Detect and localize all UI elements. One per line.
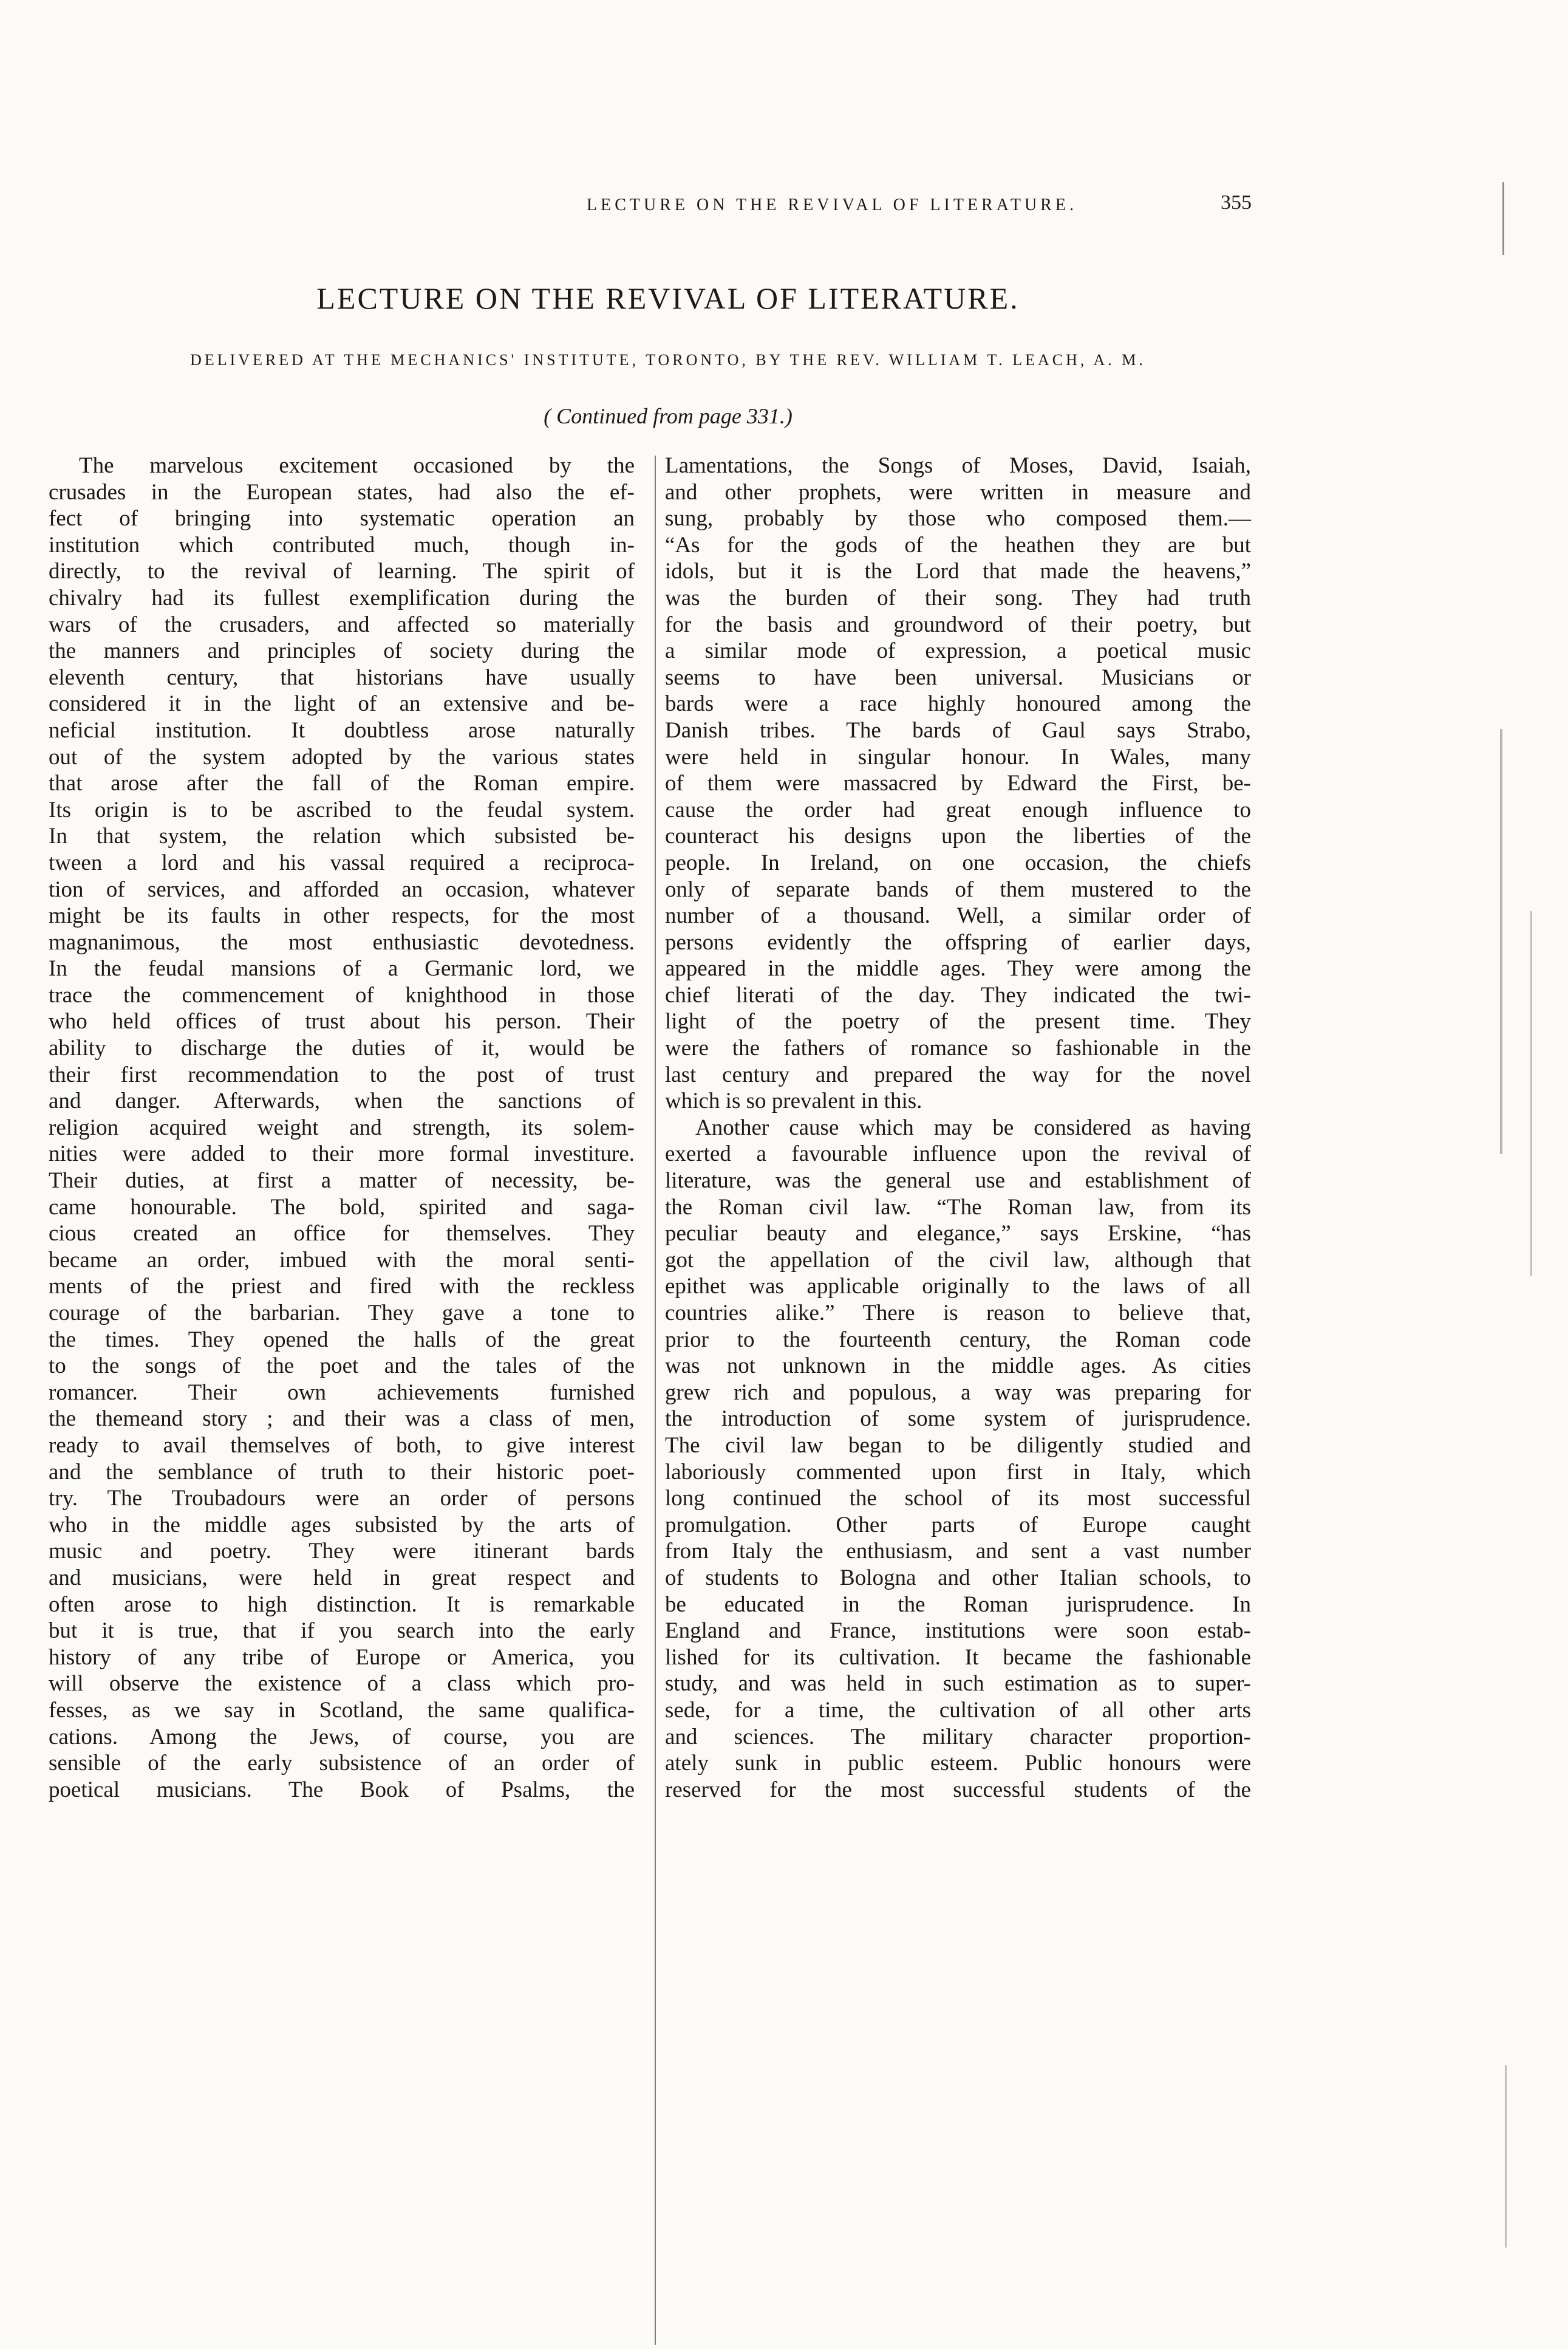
text-line: ately sunk in public esteem. Public honours were bbox=[665, 1751, 1251, 1776]
text-line: In that system, the relation which subsisted be- bbox=[49, 824, 635, 849]
article-byline: DELIVERED AT THE MECHANICS' INSTITUTE, TORONTO, BY THE REV. WILLIAM T. LEACH, A. M. bbox=[190, 351, 1146, 369]
text-line: got the appellation of the civil law, although that bbox=[665, 1247, 1251, 1273]
column-divider bbox=[655, 456, 656, 2345]
text-line: who in the middle ages subsisted by the arts of bbox=[49, 1512, 635, 1537]
text-line: poetical musicians. The Book of Psalms, the bbox=[49, 1777, 635, 1802]
text-line: nities were added to their more formal investiture. bbox=[49, 1141, 635, 1167]
text-line: that arose after the fall of the Roman empire. bbox=[49, 771, 635, 796]
text-line: long continued the school of its most successful bbox=[665, 1486, 1251, 1511]
text-column-right bbox=[665, 453, 1251, 1803]
text-line: romancer. Their own achievements furnished bbox=[49, 1380, 635, 1405]
text-line: the Roman civil law. “The Roman law, from its bbox=[665, 1194, 1251, 1220]
text-line: magnanimous, the most enthusiastic devotedness. bbox=[49, 929, 635, 955]
text-line: peculiar beauty and elegance,” says Erskine, “has bbox=[665, 1221, 1251, 1246]
text-line: of them were massacred by Edward the First, be- bbox=[665, 771, 1251, 796]
text-line: who held offices of trust about his person. Their bbox=[49, 1009, 635, 1034]
text-line: the times. They opened the halls of the great bbox=[49, 1327, 635, 1352]
scan-edge-mark bbox=[1505, 2065, 1507, 2248]
text-line: only of separate bands of them mustered to the bbox=[665, 877, 1251, 902]
text-line: cause the order had great enough influence to bbox=[665, 797, 1251, 822]
text-line: ready to avail themselves of both, to give interest bbox=[49, 1432, 635, 1458]
text-line: appeared in the middle ages. They were among the bbox=[665, 956, 1251, 982]
text-line: idols, but it is the Lord that made the heavens,” bbox=[665, 559, 1251, 584]
text-line: for the basis and groundword of their poetry, but bbox=[665, 612, 1251, 637]
text-line: neficial institution. It doubtless arose naturally bbox=[49, 717, 635, 743]
text-line: to the songs of the poet and the tales of the bbox=[49, 1353, 635, 1379]
text-line: chief literati of the day. They indicated the twi- bbox=[665, 982, 1251, 1008]
text-line: considered it in the light of an extensive and be- bbox=[49, 691, 635, 717]
text-line: last century and prepared the way for the novel bbox=[665, 1062, 1251, 1087]
text-line: and other prophets, were written in measure and bbox=[665, 479, 1251, 505]
text-line: their first recommendation to the post of trust bbox=[49, 1062, 635, 1087]
text-line: The marvelous excitement occasioned by the bbox=[79, 453, 635, 478]
text-line: courage of the barbarian. They gave a tone to bbox=[49, 1301, 635, 1325]
text-line: be educated in the Roman jurisprudence. In bbox=[665, 1592, 1251, 1617]
text-line: lished for its cultivation. It became the fashionable bbox=[665, 1644, 1251, 1670]
text-line: the manners and principles of society during the bbox=[49, 638, 635, 664]
page-number: 355 bbox=[1221, 191, 1252, 214]
text-line: institution which contributed much, though in- bbox=[49, 532, 635, 558]
text-line: which is so prevalent in this. bbox=[665, 1089, 922, 1114]
text-line: were held in singular honour. In Wales, many bbox=[665, 744, 1251, 770]
text-line: from Italy the enthusiasm, and sent a vast number bbox=[665, 1539, 1251, 1564]
text-line: history of any tribe of Europe or America, you bbox=[49, 1644, 635, 1670]
text-line: cations. Among the Jews, of course, you are bbox=[49, 1724, 635, 1749]
text-line: fesses, as we say in Scotland, the same qualifica- bbox=[49, 1697, 635, 1723]
scan-edge-mark bbox=[1500, 729, 1502, 1154]
text-line: sung, probably by those who composed them.— bbox=[665, 506, 1251, 532]
text-line: The civil law began to be diligently studied and bbox=[665, 1432, 1251, 1458]
text-line: light of the poetry of the present time. They bbox=[665, 1009, 1251, 1034]
text-line: number of a thousand. Well, a similar order of bbox=[665, 903, 1251, 929]
text-line: but it is true, that if you search into the early bbox=[49, 1618, 635, 1644]
article-title: LECTURE ON THE REVIVAL OF LITERATURE. bbox=[316, 281, 1020, 315]
text-line: cious created an office for themselves. They bbox=[49, 1221, 635, 1246]
text-line: will observe the existence of a class which pro- bbox=[49, 1671, 635, 1697]
text-line: out of the system adopted by the various states bbox=[49, 744, 635, 770]
text-line: religion acquired weight and strength, its solem- bbox=[49, 1115, 635, 1140]
text-line: a similar mode of expression, a poetical music bbox=[665, 638, 1251, 664]
text-line: the introduction of some system of jurisprudence. bbox=[665, 1406, 1251, 1432]
text-line: epithet was applicable originally to the laws of all bbox=[665, 1274, 1251, 1299]
text-line: Danish tribes. The bards of Gaul says Strabo, bbox=[665, 717, 1251, 743]
text-line: persons evidently the offspring of earlier days, bbox=[665, 929, 1251, 955]
scan-edge-mark bbox=[1530, 911, 1532, 1276]
text-line: came honourable. The bold, spirited and saga- bbox=[49, 1194, 635, 1220]
text-line: became an order, imbued with the moral senti- bbox=[49, 1247, 635, 1273]
text-line: prior to the fourteenth century, the Roman code bbox=[665, 1327, 1251, 1352]
text-line: directly, to the revival of learning. The spirit of bbox=[49, 559, 635, 584]
text-line: wars of the crusaders, and affected so materially bbox=[49, 612, 635, 637]
text-line: fect of bringing into systematic operation an bbox=[49, 506, 635, 532]
text-line: laboriously commented upon first in Italy, which bbox=[665, 1459, 1251, 1485]
text-line: people. In Ireland, on one occasion, the chiefs bbox=[665, 850, 1251, 875]
text-line: “As for the gods of the heathen they are but bbox=[665, 532, 1251, 558]
text-line: and sciences. The military character proportion- bbox=[665, 1724, 1251, 1749]
text-line: and musicians, were held in great respect and bbox=[49, 1565, 635, 1590]
text-line: might be its faults in other respects, for the most bbox=[49, 903, 635, 929]
text-line: reserved for the most successful students of the bbox=[665, 1777, 1251, 1802]
text-line: Lamentations, the Songs of Moses, David, Isaiah, bbox=[665, 453, 1251, 478]
text-line: trace the commencement of knighthood in those bbox=[49, 982, 635, 1008]
text-line: ments of the priest and fired with the reckless bbox=[49, 1274, 635, 1299]
continued-note: ( Continued from page 331.) bbox=[544, 404, 793, 428]
text-line: chivalry had its fullest exemplification during the bbox=[49, 585, 635, 610]
text-line: crusades in the European states, had also the ef- bbox=[49, 479, 635, 505]
scan-edge-mark bbox=[1502, 182, 1504, 255]
text-line: bards were a race highly honoured among the bbox=[665, 691, 1251, 717]
text-line: tween a lord and his vassal required a reciproca- bbox=[49, 850, 635, 875]
text-column-left bbox=[49, 453, 635, 1803]
text-line: the themeand story ; and their was a class of men, bbox=[49, 1406, 635, 1432]
text-line: In the feudal mansions of a Germanic lord, we bbox=[49, 956, 635, 982]
text-line: were the fathers of romance so fashionable in the bbox=[665, 1036, 1251, 1061]
text-line: often arose to high distinction. It is remarkable bbox=[49, 1592, 635, 1617]
text-line: literature, was the general use and establishment of bbox=[665, 1168, 1251, 1194]
text-line: promulgation. Other parts of Europe caught bbox=[665, 1512, 1251, 1537]
text-line: exerted a favourable influence upon the revival of bbox=[665, 1141, 1251, 1167]
text-line: grew rich and populous, a way was preparing for bbox=[665, 1380, 1251, 1405]
text-line: counteract his designs upon the liberties of the bbox=[665, 824, 1251, 849]
text-line: seems to have been universal. Musicians or bbox=[665, 665, 1251, 690]
text-line: was not unknown in the middle ages. As cities bbox=[665, 1353, 1251, 1379]
text-line: eleventh century, that historians have usually bbox=[49, 665, 635, 690]
text-line: Their duties, at first a matter of necessity, be- bbox=[49, 1168, 635, 1194]
text-line: try. The Troubadours were an order of persons bbox=[49, 1486, 635, 1511]
text-line: tion of services, and afforded an occasion, whatever bbox=[49, 877, 635, 902]
text-line: of students to Bologna and other Italian schools, to bbox=[665, 1565, 1251, 1590]
text-line: countries alike.” There is reason to believe that, bbox=[665, 1301, 1251, 1325]
text-line: England and France, institutions were soon estab- bbox=[665, 1618, 1251, 1644]
text-line: ability to discharge the duties of it, would be bbox=[49, 1036, 635, 1061]
text-line: Another cause which may be considered as having bbox=[695, 1115, 1251, 1140]
text-line: sede, for a time, the cultivation of all other arts bbox=[665, 1697, 1251, 1723]
text-line: study, and was held in such estimation as to super- bbox=[665, 1671, 1251, 1697]
text-line: and the semblance of truth to their historic poet- bbox=[49, 1459, 635, 1485]
text-line: and danger. Afterwards, when the sanctions of bbox=[49, 1089, 635, 1114]
running-head: LECTURE ON THE REVIVAL OF LITERATURE. bbox=[587, 196, 1077, 214]
text-line: Its origin is to be ascribed to the feudal system. bbox=[49, 797, 635, 822]
text-line: was the burden of their song. They had truth bbox=[665, 585, 1251, 610]
text-line: sensible of the early subsistence of an order of bbox=[49, 1751, 635, 1776]
text-line: music and poetry. They were itinerant bards bbox=[49, 1539, 635, 1564]
